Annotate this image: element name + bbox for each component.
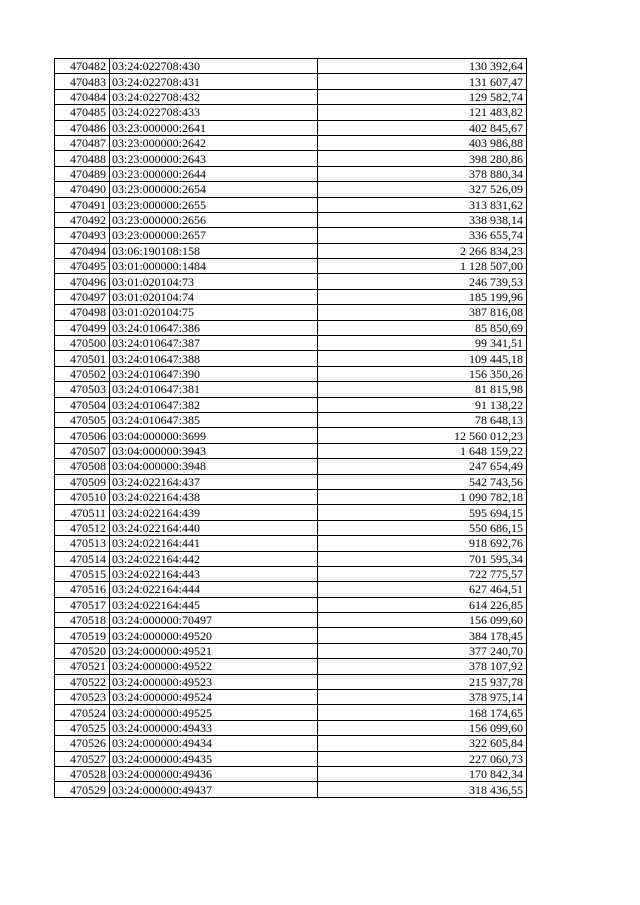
row-id-cell: 470513 <box>55 536 110 551</box>
cadastral-number-cell: 03:24:000000:49523 <box>110 674 318 689</box>
cadastral-number-cell: 03:01:000000:1484 <box>110 259 318 274</box>
row-id-cell: 470527 <box>55 751 110 766</box>
row-id-cell: 470523 <box>55 690 110 705</box>
table-row <box>55 259 527 274</box>
amount-cell: 227 060,73 <box>318 751 527 766</box>
amount-cell: 1 090 782,18 <box>318 489 527 504</box>
amount-cell: 402 845,67 <box>318 120 527 135</box>
data-table <box>54 58 527 798</box>
amount-cell: 595 694,15 <box>318 505 527 520</box>
table-row <box>55 151 527 166</box>
amount-cell: 170 842,34 <box>318 766 527 781</box>
row-id-cell: 470489 <box>55 166 110 181</box>
amount-cell: 246 739,53 <box>318 274 527 289</box>
cadastral-number-cell: 03:24:000000:49522 <box>110 659 318 674</box>
cadastral-number-cell: 03:04:000000:3948 <box>110 459 318 474</box>
row-id-cell: 470519 <box>55 628 110 643</box>
amount-cell: 1 648 159,22 <box>318 443 527 458</box>
table-row <box>55 382 527 397</box>
cadastral-number-cell: 03:23:000000:2641 <box>110 120 318 135</box>
row-id-cell: 470495 <box>55 259 110 274</box>
cadastral-number-cell: 03:24:022164:440 <box>110 520 318 535</box>
cadastral-number-cell: 03:24:022164:441 <box>110 536 318 551</box>
table-row <box>55 690 527 705</box>
table-row <box>55 59 527 74</box>
table-row <box>55 520 527 535</box>
cadastral-number-cell: 03:24:000000:70497 <box>110 613 318 628</box>
cadastral-number-cell: 03:24:000000:49433 <box>110 720 318 735</box>
table-row <box>55 566 527 581</box>
cadastral-number-cell: 03:24:000000:49520 <box>110 628 318 643</box>
row-id-cell: 470510 <box>55 489 110 504</box>
amount-cell: 81 815,98 <box>318 382 527 397</box>
table-row <box>55 166 527 181</box>
row-id-cell: 470486 <box>55 120 110 135</box>
cadastral-number-cell: 03:24:022708:430 <box>110 59 318 74</box>
row-id-cell: 470507 <box>55 443 110 458</box>
amount-cell: 156 099,60 <box>318 720 527 735</box>
table-row <box>55 182 527 197</box>
row-id-cell: 470503 <box>55 382 110 397</box>
amount-cell: 318 436,55 <box>318 782 527 797</box>
table-row <box>55 105 527 120</box>
amount-cell: 1 128 507,00 <box>318 259 527 274</box>
amount-cell: 78 648,13 <box>318 412 527 427</box>
cadastral-number-cell: 03:24:010647:388 <box>110 351 318 366</box>
amount-cell: 322 605,84 <box>318 736 527 751</box>
row-id-cell: 470514 <box>55 551 110 566</box>
amount-cell: 99 341,51 <box>318 336 527 351</box>
cadastral-number-cell: 03:24:022164:438 <box>110 489 318 504</box>
cadastral-number-cell: 03:24:000000:49524 <box>110 690 318 705</box>
row-id-cell: 470496 <box>55 274 110 289</box>
row-id-cell: 470511 <box>55 505 110 520</box>
cadastral-number-cell: 03:24:000000:49525 <box>110 705 318 720</box>
cadastral-number-cell: 03:24:010647:390 <box>110 366 318 381</box>
amount-cell: 313 831,62 <box>318 197 527 212</box>
table-row <box>55 305 527 320</box>
amount-cell: 550 686,15 <box>318 520 527 535</box>
cadastral-number-cell: 03:24:022708:433 <box>110 105 318 120</box>
row-id-cell: 470517 <box>55 597 110 612</box>
amount-cell: 542 743,56 <box>318 474 527 489</box>
amount-cell: 12 560 012,23 <box>318 428 527 443</box>
amount-cell: 156 099,60 <box>318 613 527 628</box>
amount-cell: 378 975,14 <box>318 690 527 705</box>
amount-cell: 168 174,65 <box>318 705 527 720</box>
row-id-cell: 470501 <box>55 351 110 366</box>
row-id-cell: 470529 <box>55 782 110 797</box>
amount-cell: 130 392,64 <box>318 59 527 74</box>
row-id-cell: 470518 <box>55 613 110 628</box>
cadastral-number-cell: 03:24:022164:444 <box>110 582 318 597</box>
amount-cell: 156 350,26 <box>318 366 527 381</box>
cadastral-number-cell: 03:24:022164:443 <box>110 566 318 581</box>
row-id-cell: 470494 <box>55 243 110 258</box>
table-row <box>55 705 527 720</box>
amount-cell: 387 816,08 <box>318 305 527 320</box>
table-row <box>55 489 527 504</box>
cadastral-number-cell: 03:24:022164:439 <box>110 505 318 520</box>
row-id-cell: 470524 <box>55 705 110 720</box>
row-id-cell: 470526 <box>55 736 110 751</box>
table-row <box>55 643 527 658</box>
amount-cell: 129 582,74 <box>318 89 527 104</box>
row-id-cell: 470516 <box>55 582 110 597</box>
amount-cell: 378 107,92 <box>318 659 527 674</box>
table-row <box>55 397 527 412</box>
cadastral-number-cell: 03:24:000000:49521 <box>110 643 318 658</box>
row-id-cell: 470522 <box>55 674 110 689</box>
amount-cell: 918 692,76 <box>318 536 527 551</box>
table-row <box>55 74 527 89</box>
cadastral-number-cell: 03:24:022164:437 <box>110 474 318 489</box>
row-id-cell: 470493 <box>55 228 110 243</box>
amount-cell: 614 226,85 <box>318 597 527 612</box>
row-id-cell: 470491 <box>55 197 110 212</box>
amount-cell: 722 775,57 <box>318 566 527 581</box>
table-row <box>55 751 527 766</box>
amount-cell: 247 654,49 <box>318 459 527 474</box>
amount-cell: 377 240,70 <box>318 643 527 658</box>
amount-cell: 338 938,14 <box>318 212 527 227</box>
table-row <box>55 551 527 566</box>
table-row <box>55 89 527 104</box>
amount-cell: 131 607,47 <box>318 74 527 89</box>
amount-cell: 336 655,74 <box>318 228 527 243</box>
table-row <box>55 628 527 643</box>
cadastral-number-cell: 03:24:022708:431 <box>110 74 318 89</box>
cadastral-number-cell: 03:24:010647:382 <box>110 397 318 412</box>
table-row <box>55 582 527 597</box>
cadastral-number-cell: 03:24:022164:442 <box>110 551 318 566</box>
amount-cell: 327 526,09 <box>318 182 527 197</box>
row-id-cell: 470490 <box>55 182 110 197</box>
row-id-cell: 470512 <box>55 520 110 535</box>
row-id-cell: 470484 <box>55 89 110 104</box>
amount-cell: 2 266 834,23 <box>318 243 527 258</box>
table-row <box>55 320 527 335</box>
table-row <box>55 197 527 212</box>
amount-cell: 91 138,22 <box>318 397 527 412</box>
cadastral-number-cell: 03:01:020104:74 <box>110 289 318 304</box>
cadastral-number-cell: 03:23:000000:2644 <box>110 166 318 181</box>
row-id-cell: 470509 <box>55 474 110 489</box>
row-id-cell: 470515 <box>55 566 110 581</box>
cadastral-number-cell: 03:06:190108:158 <box>110 243 318 258</box>
table-row <box>55 428 527 443</box>
amount-cell: 121 483,82 <box>318 105 527 120</box>
cadastral-number-cell: 03:24:022708:432 <box>110 89 318 104</box>
cadastral-number-cell: 03:23:000000:2657 <box>110 228 318 243</box>
table-row <box>55 613 527 628</box>
cadastral-number-cell: 03:01:020104:73 <box>110 274 318 289</box>
cadastral-number-cell: 03:24:000000:49435 <box>110 751 318 766</box>
table-row <box>55 597 527 612</box>
cadastral-number-cell: 03:24:010647:387 <box>110 336 318 351</box>
cadastral-number-cell: 03:23:000000:2643 <box>110 151 318 166</box>
table-row <box>55 766 527 781</box>
table-row <box>55 212 527 227</box>
cadastral-number-cell: 03:24:000000:49436 <box>110 766 318 781</box>
cadastral-number-cell: 03:24:010647:386 <box>110 320 318 335</box>
row-id-cell: 470487 <box>55 135 110 150</box>
row-id-cell: 470499 <box>55 320 110 335</box>
cadastral-number-cell: 03:24:010647:381 <box>110 382 318 397</box>
table-row <box>55 505 527 520</box>
table-row <box>55 736 527 751</box>
amount-cell: 109 445,18 <box>318 351 527 366</box>
amount-cell: 378 880,34 <box>318 166 527 181</box>
table-row <box>55 412 527 427</box>
amount-cell: 185 199,96 <box>318 289 527 304</box>
table-row <box>55 289 527 304</box>
cadastral-number-cell: 03:24:022164:445 <box>110 597 318 612</box>
row-id-cell: 470521 <box>55 659 110 674</box>
table-row <box>55 135 527 150</box>
amount-cell: 403 986,88 <box>318 135 527 150</box>
cadastral-number-cell: 03:01:020104:75 <box>110 305 318 320</box>
row-id-cell: 470502 <box>55 366 110 381</box>
row-id-cell: 470488 <box>55 151 110 166</box>
table-row <box>55 443 527 458</box>
cadastral-number-cell: 03:23:000000:2655 <box>110 197 318 212</box>
row-id-cell: 470485 <box>55 105 110 120</box>
table-row <box>55 336 527 351</box>
table-row <box>55 228 527 243</box>
table-row <box>55 274 527 289</box>
table-row <box>55 243 527 258</box>
table-row <box>55 120 527 135</box>
row-id-cell: 470528 <box>55 766 110 781</box>
amount-cell: 85 850,69 <box>318 320 527 335</box>
row-id-cell: 470520 <box>55 643 110 658</box>
amount-cell: 701 595,34 <box>318 551 527 566</box>
row-id-cell: 470506 <box>55 428 110 443</box>
cadastral-number-cell: 03:24:000000:49437 <box>110 782 318 797</box>
table-row <box>55 459 527 474</box>
table-row <box>55 674 527 689</box>
cadastral-number-cell: 03:23:000000:2642 <box>110 135 318 150</box>
cadastral-number-cell: 03:23:000000:2656 <box>110 212 318 227</box>
cadastral-number-cell: 03:04:000000:3943 <box>110 443 318 458</box>
row-id-cell: 470483 <box>55 74 110 89</box>
table-row <box>55 474 527 489</box>
row-id-cell: 470500 <box>55 336 110 351</box>
cadastral-number-cell: 03:24:000000:49434 <box>110 736 318 751</box>
row-id-cell: 470505 <box>55 412 110 427</box>
table-row <box>55 366 527 381</box>
row-id-cell: 470504 <box>55 397 110 412</box>
amount-cell: 398 280,86 <box>318 151 527 166</box>
row-id-cell: 470498 <box>55 305 110 320</box>
table-body <box>55 59 527 798</box>
table-row <box>55 351 527 366</box>
row-id-cell: 470497 <box>55 289 110 304</box>
table-row <box>55 536 527 551</box>
cadastral-number-cell: 03:24:010647:385 <box>110 412 318 427</box>
row-id-cell: 470525 <box>55 720 110 735</box>
amount-cell: 627 464,51 <box>318 582 527 597</box>
cadastral-number-cell: 03:04:000000:3699 <box>110 428 318 443</box>
amount-cell: 215 937,78 <box>318 674 527 689</box>
row-id-cell: 470508 <box>55 459 110 474</box>
table-row <box>55 782 527 797</box>
amount-cell: 384 178,45 <box>318 628 527 643</box>
table-row <box>55 659 527 674</box>
row-id-cell: 470482 <box>55 59 110 74</box>
table-row <box>55 720 527 735</box>
cadastral-number-cell: 03:23:000000:2654 <box>110 182 318 197</box>
row-id-cell: 470492 <box>55 212 110 227</box>
